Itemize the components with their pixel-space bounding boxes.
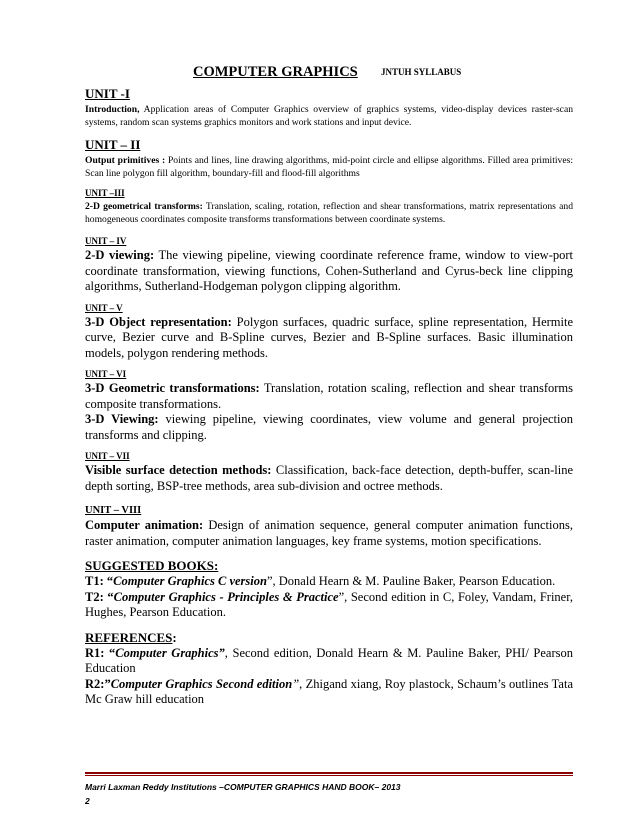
unit-description: [85, 315, 573, 362]
footer-rule-thick: [85, 772, 573, 774]
unit-topic-lead: 2-D viewing:: [85, 248, 155, 262]
unit-3-section: [85, 187, 573, 226]
reference-entry: [85, 646, 573, 677]
reference-details: , Zhigand xiang, Roy plastock, Schaum’s outlines Tata Mc Graw hill education: [85, 676, 574, 706]
unit-1-section: [85, 86, 573, 129]
reference-title: Computer Graphics Second edition: [110, 676, 293, 691]
page-footer: [85, 780, 401, 808]
unit-heading: UNIT – VIII: [85, 505, 142, 516]
unit-heading: UNIT – VII: [85, 451, 130, 461]
books-heading: SUGGESTED BOOKS:: [85, 558, 219, 573]
suggested-books-section: [85, 558, 573, 621]
document-title: COMPUTER GRAPHICS: [193, 64, 358, 80]
unit-topic-lead: Visible surface detection methods:: [85, 463, 272, 477]
unit-description: [85, 463, 573, 494]
unit-topic-text: Translation, scaling, rotation, reflection and shear transformations, matrix representations and homogeneous coordinates composite transforms transformations between coordinate systems.: [85, 201, 573, 225]
reference-title: Computer Graphics”: [115, 645, 225, 660]
unit-4-section: [85, 235, 573, 295]
unit-topic-lead: 3-D Geometric transformations:: [85, 381, 260, 395]
reference-entry: [85, 677, 573, 708]
unit-topic-text: Application areas of Computer Graphics overview of graphics systems, video-display devices raster-scan systems, random scan systems graphics monitors and work stations and input device.: [85, 104, 573, 128]
syllabus-content: [85, 86, 573, 708]
unit-topic-lead: 3-D Object representation:: [85, 314, 232, 329]
unit-heading: UNIT – II: [85, 137, 141, 152]
unit-heading: UNIT – IV: [85, 236, 127, 246]
unit-description: [85, 103, 573, 129]
unit-heading: UNIT – VI: [85, 369, 127, 379]
page-number: 2: [85, 796, 90, 806]
unit-description: [85, 248, 573, 295]
book-details: ”, Donald Hearn & M. Pauline Baker, Pearson Education.: [266, 574, 556, 588]
unit-topic-text: Translation, rotation scaling, reflection and shear transforms composite transformations.: [85, 381, 573, 411]
book-label: T2: “: [85, 589, 114, 604]
unit-8-section: [85, 504, 573, 549]
unit-heading: UNIT -I: [85, 86, 130, 101]
unit-7-section: [85, 450, 573, 494]
unit-topic-lead: Introduction,: [85, 104, 140, 115]
footer-rule-thin: [85, 775, 573, 776]
book-entry: [85, 574, 573, 590]
unit-2-section: [85, 137, 573, 180]
unit-topic-text: Points and lines, line drawing algorithms, mid-point circle and ellipse algorithms. Filled area primitives: Scan line polygon fill algorithm, boundary-fill and flood-fill algorithms: [85, 155, 573, 179]
references-heading-colon: :: [172, 629, 177, 645]
unit-topic-text: Polygon surfaces, quadric surface, spline representation, Hermite curve, Bezier curve and B-Spline curves, Bezier and B-Spline surfaces. Basic illumination models, polygon rendering methods.: [85, 314, 573, 360]
document-subtitle: JNTUH SYLLABUS: [381, 67, 462, 77]
book-title: Computer Graphics C version: [113, 574, 267, 588]
unit-description: [85, 154, 573, 180]
unit-topic-lead: Output primitives :: [85, 155, 166, 166]
unit-description: [85, 381, 573, 412]
unit-topic-text: The viewing pipeline, viewing coordinate reference frame, window to view-port coordinate transformation, viewing functions, Cohen-Sutherland and Cyrus-beck line clipping algorithms, Sutherland-Hodgeman polygon clipping algorithm.: [85, 248, 573, 293]
unit-description: [85, 200, 573, 226]
reference-details: , Second edition, Donald Hearn & M. Pauline Baker, PHI/ Pearson Education: [85, 645, 573, 675]
footer-text: Marri Laxman Reddy Institutions –COMPUTER GRAPHICS HAND BOOK– 2013: [85, 782, 401, 792]
reference-label: R2:”: [85, 676, 111, 691]
reference-label: R1: “: [85, 645, 116, 660]
unit-topic-lead: Computer animation:: [85, 518, 204, 532]
book-entry: [85, 590, 573, 621]
unit-topic-text: Design of animation sequence, general computer animation functions, raster animation, computer animation languages, key frame systems, motion specifications.: [85, 518, 573, 548]
unit-topic-lead: 2-D geometrical transforms:: [85, 201, 203, 212]
references-heading: REFERENCES: [85, 629, 173, 645]
unit-description-2: [85, 412, 573, 443]
unit-topic-text: Classification, back-face detection, depth-buffer, scan-line depth sorting, BSP-tree methods, area sub-division and octree methods.: [85, 463, 574, 493]
book-details: ”, Second edition in C, Foley, Vandam, Friner, Hughes, Pearson Education.: [85, 589, 574, 619]
unit-5-section: [85, 302, 573, 362]
reference-quote: ”: [292, 676, 300, 691]
page-header: [0, 64, 638, 84]
book-label: T1: “: [85, 574, 114, 588]
unit-heading: UNIT –III: [85, 188, 125, 198]
unit-topic-text: viewing pipeline, viewing coordinates, view volume and general projection transforms and clipping.: [85, 412, 573, 442]
book-title: Computer Graphics - Principles & Practice: [113, 589, 339, 604]
unit-topic-lead: 3-D Viewing:: [85, 412, 159, 426]
unit-6-section: [85, 368, 573, 443]
unit-description: [85, 518, 573, 549]
unit-heading: UNIT – V: [85, 302, 123, 313]
references-section: [85, 630, 573, 708]
references-heading-line: [85, 630, 573, 646]
